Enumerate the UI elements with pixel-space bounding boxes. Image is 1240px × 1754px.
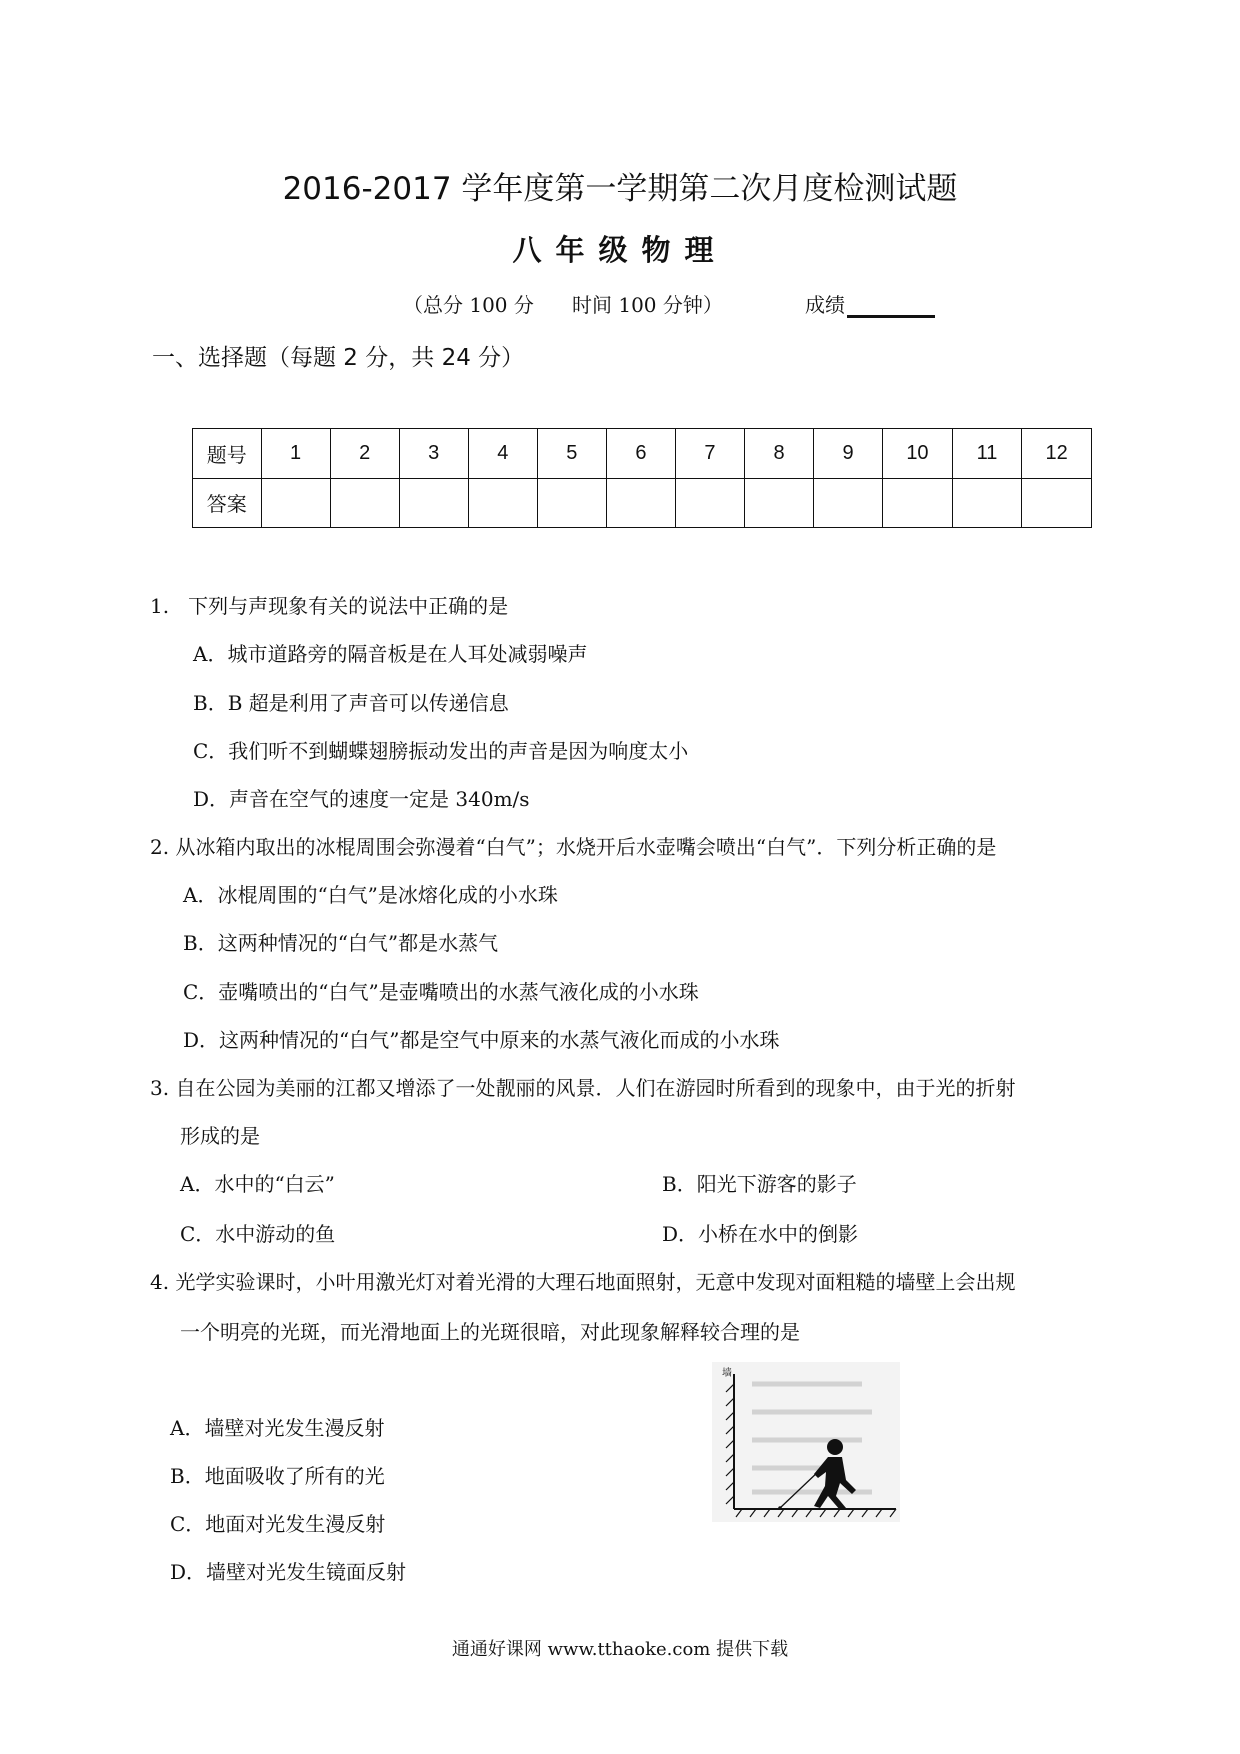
q2-option-a: A．冰棍周围的“白气”是冰熔化成的小水珠 <box>183 883 558 907</box>
q3-option-c: C．水中游动的鱼 <box>180 1222 336 1246</box>
answer-cell[interactable] <box>537 478 606 528</box>
answer-cell[interactable] <box>745 478 814 528</box>
question-3-stem: 3. 自在公园为美丽的江都又增添了一处靓丽的风景．人们在游园时所看到的现象中，由于光的折射 <box>150 1076 1016 1100</box>
question-number-cell: 10 <box>883 429 953 479</box>
table-row <box>193 429 1092 479</box>
answer-cell[interactable] <box>261 478 330 528</box>
answer-cell[interactable] <box>814 478 883 528</box>
time-info: 时间 100 分钟） <box>572 293 723 317</box>
q4-option-c: C．地面对光发生漫反射 <box>170 1512 386 1536</box>
question-number-cell: 2 <box>330 429 399 479</box>
q3-option-d: D．小桥在水中的倒影 <box>662 1222 859 1246</box>
q1-option-d: D．声音在空气的速度一定是 340m/s <box>193 787 530 811</box>
question-number-cell: 12 <box>1022 429 1092 479</box>
question-number-cell: 3 <box>399 429 468 479</box>
q2-option-d: D．这两种情况的“白气”都是空气中原来的水蒸气液化而成的小水珠 <box>183 1028 780 1052</box>
wall-label: 墙 <box>722 1368 732 1379</box>
q2-option-c: C．壶嘴喷出的“白气”是壶嘴喷出的水蒸气液化成的小水珠 <box>183 980 699 1004</box>
question-4-stem: 4. 光学实验课时，小叶用激光灯对着光滑的大理石地面照射，无意中发现对面粗糙的墙壁上会出规 <box>150 1270 1016 1294</box>
answer-cell[interactable] <box>468 478 537 528</box>
question-3-stem-cont: 形成的是 <box>180 1124 260 1148</box>
question-number-cell: 8 <box>745 429 814 479</box>
answer-cell[interactable] <box>1022 478 1092 528</box>
question-4-stem-cont: 一个明亮的光斑，而光滑地面上的光斑很暗，对此现象解释较合理的是 <box>180 1320 800 1344</box>
section-title: 一、选择题（每题 2 分，共 24 分） <box>152 345 525 371</box>
table-header-cell: 答案 <box>193 478 262 528</box>
q4-option-a: A．墙壁对光发生漫反射 <box>170 1416 385 1440</box>
question-number-cell: 1 <box>261 429 330 479</box>
answer-cell[interactable] <box>952 478 1022 528</box>
laser-reflection-figure <box>712 1362 900 1522</box>
question-number-cell: 9 <box>814 429 883 479</box>
light-spot <box>778 1506 782 1510</box>
q3-option-a: A．水中的“白云” <box>180 1172 335 1196</box>
question-1-stem: 1. 下列与声现象有关的说法中正确的是 <box>150 594 509 618</box>
score-label: 成绩 <box>805 293 845 317</box>
question-number-cell: 4 <box>468 429 537 479</box>
q1-option-b: B．B 超是利用了声音可以传递信息 <box>193 691 509 715</box>
answer-cell[interactable] <box>883 478 953 528</box>
answer-cell[interactable] <box>606 478 675 528</box>
q1-option-c: C．我们听不到蝴蝶翅膀振动发出的声音是因为响度太小 <box>193 739 689 763</box>
q4-option-d: D．墙壁对光发生镜面反射 <box>170 1560 407 1584</box>
question-number-cell: 11 <box>952 429 1022 479</box>
footer-text: 通通好课网 www.tthaoke.com 提供下载 <box>451 1639 789 1660</box>
answer-cell[interactable] <box>330 478 399 528</box>
table-row <box>193 478 1092 528</box>
question-number-cell: 6 <box>606 429 675 479</box>
q4-option-b: B．地面吸收了所有的光 <box>170 1464 385 1488</box>
q2-option-b: B．这两种情况的“白气”都是水蒸气 <box>183 931 499 955</box>
answer-cell[interactable] <box>399 478 468 528</box>
q3-option-b: B．阳光下游客的影子 <box>662 1172 857 1196</box>
score-blank[interactable] <box>847 295 935 318</box>
score-field[interactable] <box>805 289 935 318</box>
exam-title: 2016-2017 学年度第一学期第二次月度检测试题 <box>282 171 958 207</box>
answer-table <box>192 428 1092 528</box>
question-number-cell: 5 <box>537 429 606 479</box>
exam-subject: 八年级物理 <box>512 233 728 267</box>
table-header-cell: 题号 <box>193 429 262 479</box>
question-2-stem: 2. 从冰箱内取出的冰棍周围会弥漫着“白气”；水烧开后水壶嘴会喷出“白气”．下列分析正确的是 <box>150 835 997 859</box>
answer-cell[interactable] <box>675 478 744 528</box>
question-number-cell: 7 <box>675 429 744 479</box>
total-score-info: （总分 100 分 <box>403 293 534 317</box>
q1-option-a: A．城市道路旁的隔音板是在人耳处减弱噪声 <box>193 642 588 666</box>
